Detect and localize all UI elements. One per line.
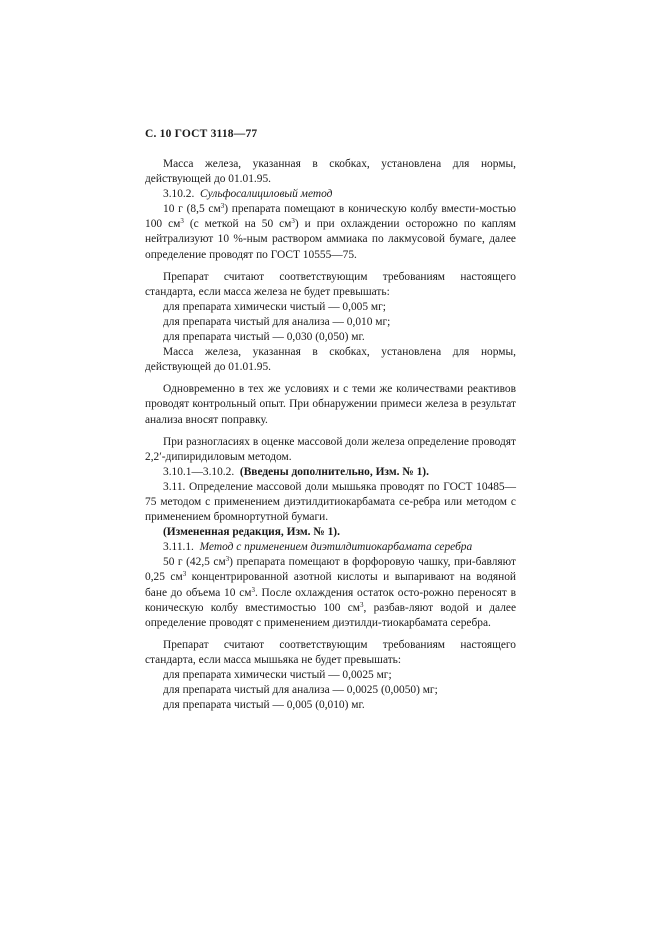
paragraph	[145, 202, 516, 262]
body-text	[145, 157, 516, 713]
paragraph: Одновременно в тех же условиях и с теми же количествами реактивов проводят контрольный опыт. При обнаружении примеси железа в результат анализа вносят поправку.	[145, 383, 516, 426]
superscript: 3	[180, 217, 184, 226]
paragraph	[145, 555, 516, 630]
list-item: для препарата чистый — 0,005 (0,010) мг.	[163, 699, 365, 712]
section-number: 3.11.1.	[163, 541, 194, 554]
section-heading	[145, 540, 516, 555]
text-run: ) препарата помещают в форфоровую чашку, при-бавляют 0,25 см	[145, 556, 516, 584]
list-item: для препарата химически чистый — 0,005 мг;	[163, 300, 386, 313]
text-run: 50 г (42,5 см	[163, 556, 226, 569]
superscript: 3	[182, 570, 187, 579]
paragraph: Масса железа, указанная в скобках, установлена для нормы, действующей до 01.01.95.	[145, 346, 516, 374]
paragraph: Масса железа, указанная в скобках, установлена для нормы, действующей до 01.01.95.	[145, 158, 516, 186]
text-run: . После охлаждения остаток осто-рожно переносят в коническую колбу вместимостью 100 см	[145, 586, 516, 614]
text-run: (с меткой на 50 см	[183, 218, 292, 231]
superscript: 3	[359, 600, 364, 609]
superscript: 3	[225, 555, 230, 564]
list-item: для препарата химически чистый — 0,0025 мг;	[163, 669, 392, 681]
amendment-note: (Измененная редакция, Изм. № 1).	[163, 526, 340, 539]
paragraph	[145, 465, 516, 480]
page-header: С. 10 ГОСТ 3118—77	[145, 128, 258, 140]
amendment-note: (Введены дополнительно, Изм. № 1).	[239, 465, 429, 478]
paragraph: Препарат считают соответствующим требованиям настоящего стандарта, если масса железа не будет превышать:	[145, 270, 516, 298]
text-run: концентрированной азотной кислоты и выпаривают на водяной бане до объема 10 см	[145, 571, 516, 599]
list-item: для препарата чистый для анализа — 0,0025 (0,0050) мг;	[163, 684, 438, 697]
text-run: ) и при охлаждении осторожно по каплям нейтрализуют 10 %-ным раствором аммиака по лакмусовой бумаге, далее определение проводят по ГОСТ 10555—75.	[145, 218, 517, 261]
section-heading	[145, 187, 516, 202]
list-item: для препарата чистый для анализа — 0,010 мг;	[163, 315, 391, 328]
paragraph: 3.11. Определение массовой доли мышьяка проводят по ГОСТ 10485—75 методом с применением диэтилдитиокарбамата се-ребра или методом с применением бромнортутной бумаги.	[145, 480, 516, 524]
list-item: для препарата чистый — 0,030 (0,050) мг.	[163, 331, 365, 344]
text-run: ) препарата помещают в коническую колбу вмести-мостью 100 см	[145, 203, 516, 231]
superscript: 3	[291, 217, 295, 226]
section-number: 3.10.2.	[163, 188, 195, 201]
section-title: Метод с применением диэтилдитиокарбамата серебра	[199, 541, 473, 554]
text-run: 3.10.1—3.10.2.	[163, 465, 235, 478]
section-title: Сульфосалициловый метод	[200, 188, 333, 201]
superscript: 3	[251, 585, 255, 594]
text-run: 10 г (8,5 см	[163, 203, 221, 216]
paragraph: Препарат считают соответствующим требованиям настоящего стандарта, если масса мышьяка не будет превышать:	[145, 638, 516, 666]
superscript: 3	[220, 202, 225, 211]
text-run: , разбав-ляют водой и далее определение проводят с применением диэтилди-тиокарбамата серебра.	[145, 601, 516, 629]
paragraph: При разногласиях в оценке массовой доли железа определение проводят 2,2′-дипиридиловым методом.	[145, 435, 516, 463]
